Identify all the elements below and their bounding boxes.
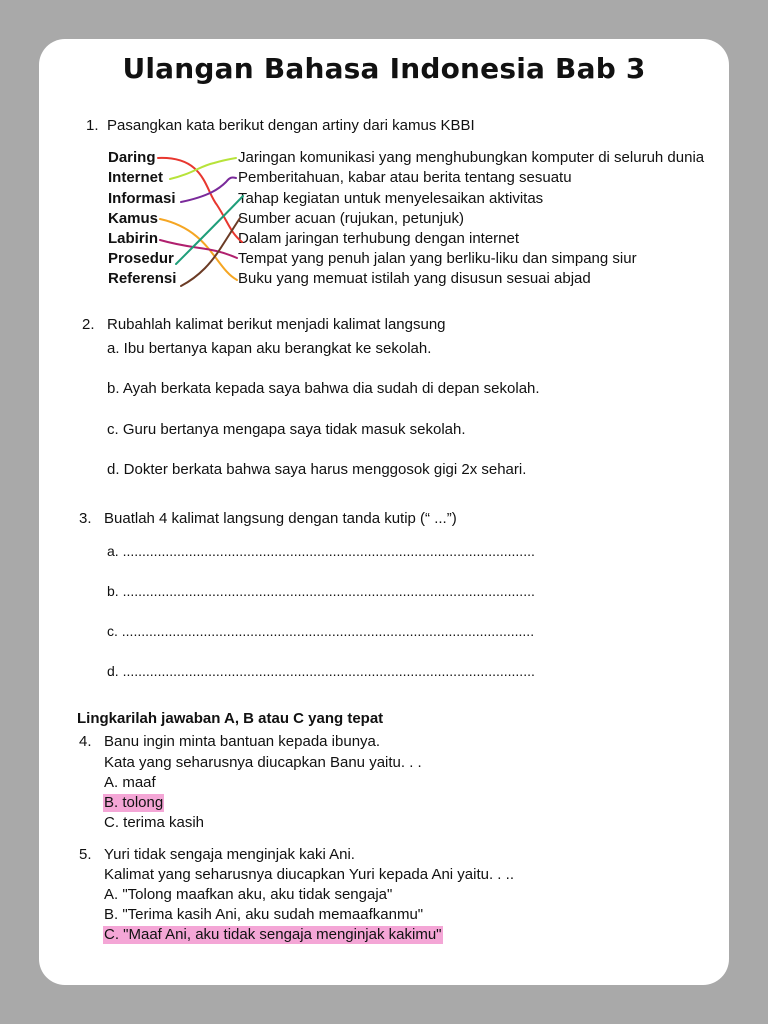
word-informasi: Informasi — [108, 190, 176, 207]
meaning-3: Tahap kegiatan untuk menyelesaikan aktivitas — [238, 190, 544, 207]
q3-answer-c[interactable]: c. .......................................................................................................... — [107, 623, 535, 639]
meaning-2: Pemberitahuan, kabar atau berita tentang sesuatu — [238, 169, 572, 186]
q4-option-a[interactable]: A. maaf — [104, 774, 156, 791]
q2-number: 2. — [82, 316, 95, 333]
q3-answer-a[interactable]: a. .......................................................................................................... — [107, 543, 535, 559]
meaning-6: Tempat yang penuh jalan yang berliku-liku dan simpang siur — [238, 250, 637, 267]
q2-item-b: b. Ayah berkata kepada saya bahwa dia sudah di depan sekolah. — [107, 380, 540, 397]
q5-option-c-selected[interactable]: C. "Maaf Ani, aku tidak sengaja menginjak kakimu" — [104, 926, 442, 943]
q5-option-a[interactable]: A. "Tolong maafkan aku, aku tidak sengaja" — [104, 886, 393, 903]
q4-line-1: Banu ingin minta bantuan kepada ibunya. — [104, 733, 381, 750]
q3-answer-b[interactable]: b. .......................................................................................................... — [107, 583, 535, 599]
q4-number: 4. — [79, 733, 92, 750]
meaning-7: Buku yang memuat istilah yang disusun sesuai abjad — [238, 270, 591, 287]
q5-line-2: Kalimat yang seharusnya diucapkan Yuri kepada Ani yaitu. . .. — [104, 866, 514, 883]
q5-number: 5. — [79, 846, 92, 863]
meaning-4: Sumber acuan (rujukan, petunjuk) — [238, 210, 464, 227]
word-prosedur: Prosedur — [108, 250, 174, 267]
q2-item-a: a. Ibu bertanya kapan aku berangkat ke sekolah. — [107, 340, 432, 357]
q3-answer-d[interactable]: d. .......................................................................................................... — [107, 663, 535, 679]
meaning-5: Dalam jaringan terhubung dengan internet — [238, 230, 520, 247]
q1-prompt: Pasangkan kata berikut dengan artiny dari kamus KBBI — [107, 117, 475, 134]
line-kamus — [160, 219, 237, 280]
word-daring: Daring — [108, 149, 156, 166]
q3-number: 3. — [79, 510, 92, 527]
q4-option-c[interactable]: C. terima kasih — [104, 814, 205, 831]
page-title: Ulangan Bahasa Indonesia Bab 3 — [122, 52, 646, 85]
meaning-1: Jaringan komunikasi yang menghubungkan komputer di seluruh dunia — [238, 149, 705, 166]
q4-line-2: Kata yang seharusnya diucapkan Banu yaitu. . . — [104, 754, 422, 771]
q5-line-1: Yuri tidak sengaja menginjak kaki Ani. — [104, 846, 355, 863]
q4-option-b-selected[interactable]: B. tolong — [104, 794, 164, 811]
q2-item-d: d. Dokter berkata bahwa saya harus menggosok gigi 2x sehari. — [107, 461, 527, 478]
q1-number: 1. — [86, 117, 99, 134]
section-heading: Lingkarilah jawaban A, B atau C yang tepat — [77, 710, 384, 727]
word-internet: Internet — [108, 169, 164, 186]
q2-item-c: c. Guru bertanya mengapa saya tidak masuk sekolah. — [107, 421, 466, 438]
word-referensi: Referensi — [108, 270, 177, 287]
q2-prompt: Rubahlah kalimat berikut menjadi kalimat langsung — [107, 316, 446, 333]
q3-prompt: Buatlah 4 kalimat langsung dengan tanda kutip (“ ...”) — [104, 510, 457, 527]
line-daring — [158, 158, 242, 242]
q5-option-b[interactable]: B. "Terima kasih Ani, aku sudah memaafkanmu" — [104, 906, 424, 923]
word-kamus: Kamus — [108, 210, 159, 227]
word-labirin: Labirin — [108, 230, 159, 247]
